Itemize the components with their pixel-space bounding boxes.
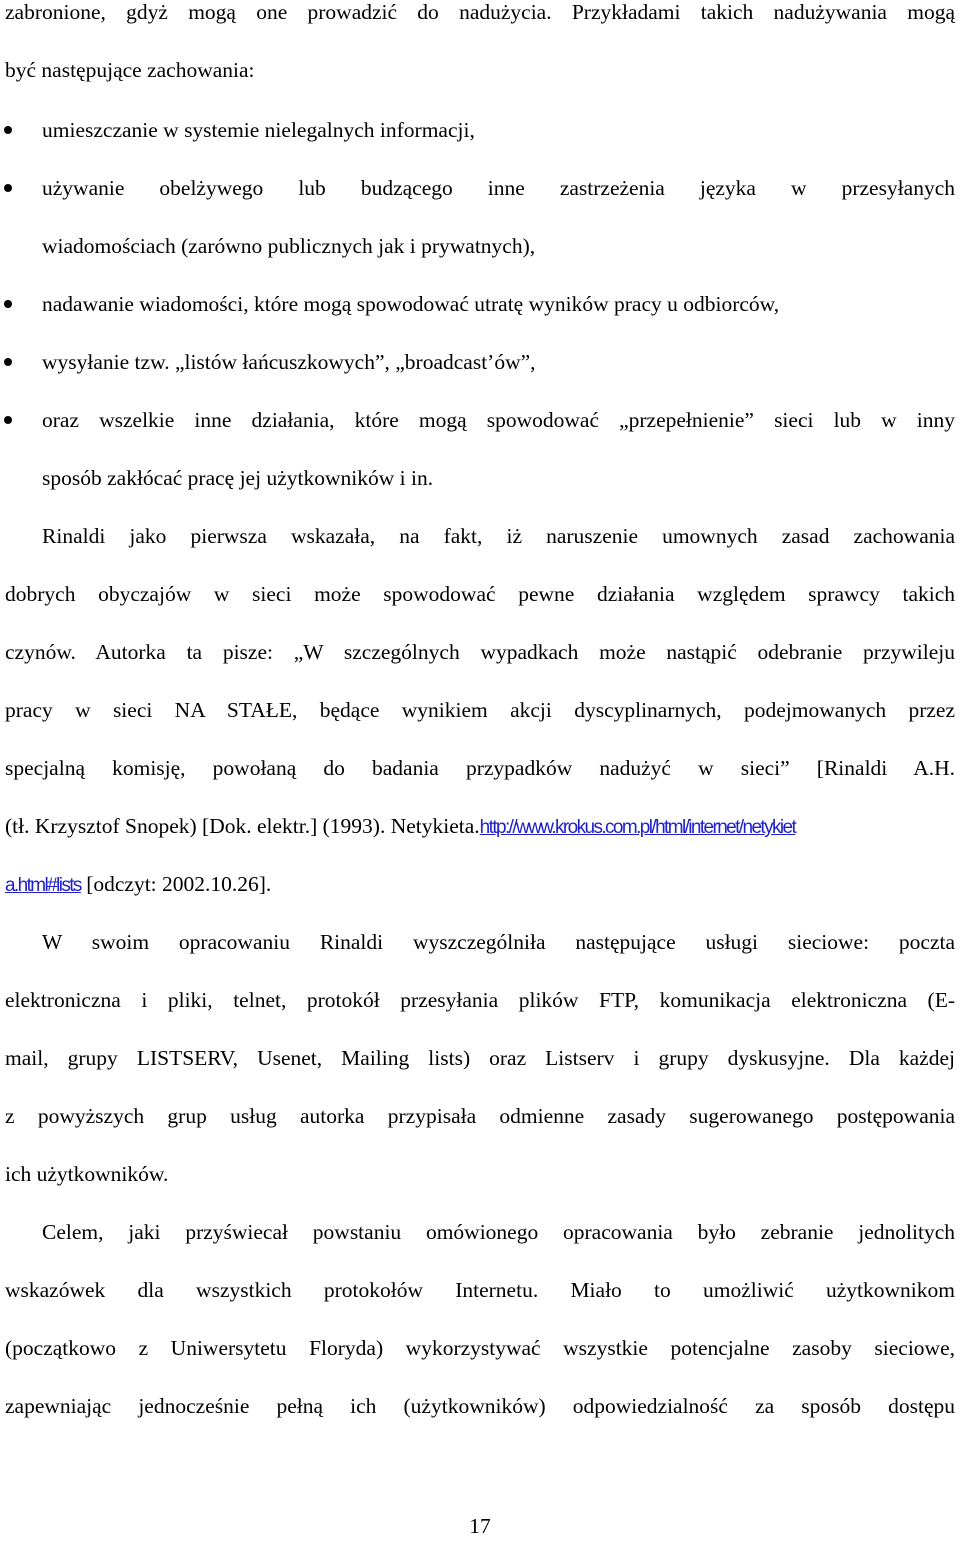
- citation-access-date: [odczyt: 2002.10.26].: [80, 872, 272, 896]
- paragraph-line: elektroniczna i pliki, telnet, protokół przesyłania plików FTP, komunikacja elektroniczna (E-: [5, 988, 955, 1012]
- paragraph-line: ich użytkowników.: [5, 1162, 169, 1186]
- paragraph-line: z powyższych grup usług autorka przypisała odmienne zasady sugerowanego postępowania: [5, 1104, 955, 1128]
- citation-link[interactable]: http://www.krokus.com.pl/html/internet/netykiet: [479, 817, 796, 838]
- paragraph-line: wskazówek dla wszystkich protokołów Internetu. Miało to umożliwić użytkownikom: [5, 1278, 955, 1302]
- bullet-item: nadawanie wiadomości, które mogą spowodować utratę wyników pracy u odbiorców,: [42, 292, 780, 316]
- bullet-icon: [4, 300, 12, 308]
- citation-link-continuation[interactable]: a.html#lists: [5, 875, 81, 896]
- paragraph-line: Rinaldi jako pierwsza wskazała, na fakt, iż naruszenie umownych zasad zachowania: [42, 524, 955, 548]
- paragraph-line: Celem, jaki przyświecał powstaniu omówionego opracowania było zebranie jednolitych: [42, 1220, 955, 1244]
- page-number: 17: [469, 1514, 491, 1538]
- paragraph-line: mail, grupy LISTSERV, Usenet, Mailing lists) oraz Listserv i grupy dyskusyjne. Dla każdej: [5, 1046, 955, 1070]
- bullet-icon: [4, 184, 12, 192]
- paragraph-line: dobrych obyczajów w sieci może spowodować pewne działania względem sprawcy takich: [5, 582, 955, 606]
- text-line: być następujące zachowania:: [5, 58, 255, 82]
- citation-text: (tł. Krzysztof Snopek) [Dok. elektr.] (1993). Netykieta.: [5, 814, 480, 838]
- paragraph-line: W swoim opracowaniu Rinaldi wyszczególniła następujące usługi sieciowe: poczta: [42, 930, 955, 954]
- bullet-item-continuation: sposób zakłócać pracę jej użytkowników i in.: [42, 466, 434, 490]
- bullet-item: oraz wszelkie inne działania, które mogą spowodować „przepełnienie” sieci lub w inny: [42, 408, 955, 432]
- bullet-icon: [4, 126, 12, 134]
- bullet-item-continuation: wiadomościach (zarówno publicznych jak i prywatnych),: [42, 234, 536, 258]
- bullet-item: wysyłanie tzw. „listów łańcuszkowych”, „broadcast’ów”,: [42, 350, 536, 374]
- paragraph-line: (początkowo z Uniwersytetu Floryda) wykorzystywać wszystkie potencjalne zasoby sieciowe,: [5, 1336, 955, 1360]
- bullet-icon: [4, 416, 12, 424]
- paragraph-line: pracy w sieci NA STAŁE, będące wynikiem akcji dyscyplinarnych, podejmowanych przez: [5, 698, 955, 722]
- paragraph-line: [5, 811, 955, 841]
- paragraph-line: [5, 869, 955, 899]
- text-line: zabronione, gdyż mogą one prowadzić do nadużycia. Przykładami takich nadużywania mogą: [5, 0, 955, 24]
- bullet-icon: [4, 358, 12, 366]
- paragraph-line: specjalną komisję, powołaną do badania przypadków nadużyć w sieci” [Rinaldi A.H.: [5, 756, 955, 780]
- bullet-item: używanie obelżywego lub budzącego inne zastrzeżenia języka w przesyłanych: [42, 176, 955, 200]
- bullet-item: umieszczanie w systemie nielegalnych informacji,: [42, 118, 475, 142]
- paragraph-line: czynów. Autorka ta pisze: „W szczególnych wypadkach może nastąpić odebranie przywileju: [5, 640, 955, 664]
- paragraph-line: zapewniając jednocześnie pełną ich (użytkowników) odpowiedzialność za sposób dostępu: [5, 1394, 955, 1418]
